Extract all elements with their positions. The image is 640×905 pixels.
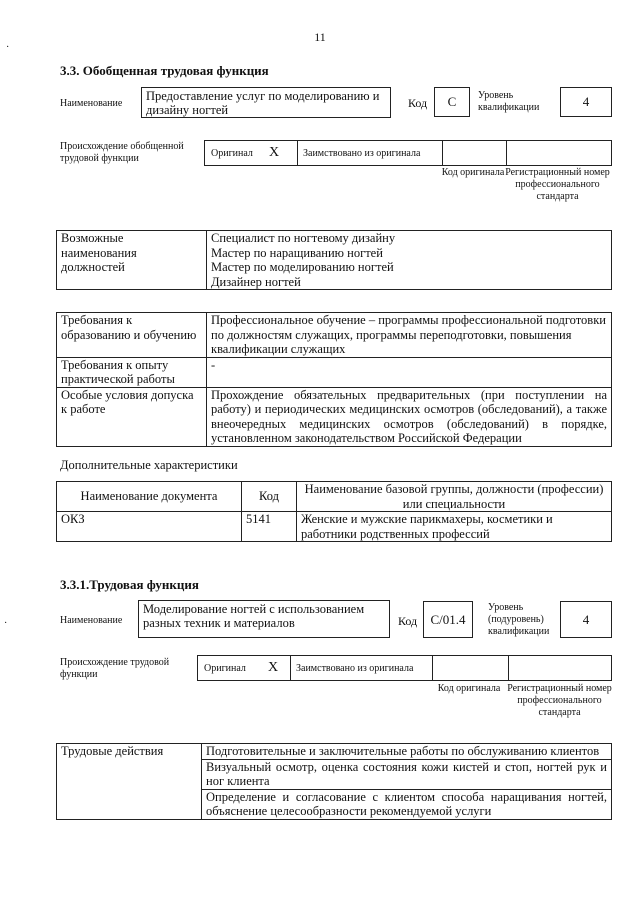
position-item: Специалист по ногтевому дизайну (211, 231, 396, 245)
level-label: Уровень квалификации (478, 90, 540, 113)
original-label: Оригинал (211, 148, 253, 159)
origin-label: Происхождение трудовой функции (60, 657, 170, 680)
requirement-label: Требования к образованию и обучению (57, 313, 207, 358)
level-value: 4 (582, 612, 590, 627)
section-heading-3-3-1: 3.3.1.Трудовая функция (60, 577, 199, 592)
reg-number-caption: Регистрационный номер профессионального стандарта (505, 167, 610, 202)
position-item: Дизайнер ногтей (211, 274, 301, 289)
table-row (57, 744, 612, 760)
reg-number-cell (506, 141, 611, 165)
reg-number-caption: Регистрационный номер профессионального стандарта (507, 683, 612, 718)
level-value: 4 (582, 94, 590, 109)
col-header-name: Наименование базовой группы, должности (профессии) или специальности (297, 482, 612, 512)
code-original-caption: Код оригинала (437, 683, 501, 694)
actions-label: Трудовые действия (57, 744, 202, 820)
code-original-caption: Код оригинала (441, 167, 505, 178)
original-label: Оригинал (204, 663, 246, 674)
reg-number-cell (508, 656, 611, 680)
positions-label: Возможные наименования должностей (57, 231, 207, 290)
table-row (57, 512, 612, 542)
cell-code: 5141 (242, 512, 297, 542)
positions-table (56, 230, 612, 290)
cell-document: ОКЗ (57, 512, 242, 542)
name-label: Наименование (60, 98, 123, 109)
action-item: Определение и согласование с клиентом способа наращивания ногтей, объяснение целесообразности рекомендуемой услуги (202, 789, 612, 819)
borrowed-cell (290, 656, 433, 680)
page-number: 11 (314, 30, 326, 44)
function-name-value: Предоставление услуг по моделированию и дизайну ногтей (146, 89, 380, 117)
table-row (57, 357, 612, 387)
code-original-cell (432, 656, 509, 680)
borrowed-label: Заимствовано из оригинала (296, 663, 414, 674)
col-header-document: Наименование документа (57, 482, 242, 512)
col-header-code: Код (242, 482, 297, 512)
action-item: Визуальный осмотр, оценка состояния кожи кистей и стоп, ногтей рук и ног клиента (202, 759, 612, 789)
original-mark: X (268, 660, 279, 675)
borrowed-label: Заимствовано из оригинала (303, 148, 421, 159)
requirement-value: Прохождение обязательных предварительных (при поступлении на работу) и периодических медицинских осмотров (обследований), а также внеочередных медицинских осмотров (обследований) в порядке, установленном законодательством Российской Федерации (207, 387, 612, 446)
level-label: Уровень (подуровень) квалификации (488, 602, 550, 637)
code-value-box (423, 601, 473, 638)
original-cell (198, 656, 291, 680)
function-name-value: Моделирование ногтей с использованием разных техник и материалов (143, 602, 365, 630)
requirement-label: Требования к опыту практической работы (57, 357, 207, 387)
code-value: C/01.4 (430, 612, 466, 627)
requirement-value: - (207, 357, 612, 387)
position-item: Мастер по моделированию ногтей (211, 260, 394, 274)
action-item: Подготовительные и заключительные работы по обслуживанию клиентов (202, 744, 612, 760)
code-original-cell (442, 141, 507, 165)
cell-name: Женские и мужские парикмахеры, косметики и работники родственных профессий (297, 512, 612, 542)
borrowed-cell (297, 141, 443, 165)
table-row (57, 313, 612, 358)
origin-label: Происхождение обобщенной трудовой функции (60, 141, 184, 164)
level-value-box (560, 87, 612, 117)
requirements-table (56, 312, 612, 447)
scan-mark: · (4, 618, 8, 629)
code-label: Код (408, 96, 428, 110)
name-label: Наименование (60, 615, 123, 626)
extra-heading: Дополнительные характеристики (60, 458, 238, 472)
scan-mark: · (6, 42, 10, 53)
code-label: Код (398, 614, 418, 628)
position-item: Мастер по наращиванию ногтей (211, 245, 383, 260)
table-row (57, 387, 612, 446)
code-value-box (434, 87, 470, 117)
extra-table (56, 481, 612, 542)
origin-row (204, 140, 612, 166)
original-mark: X (269, 145, 280, 160)
positions-list (207, 231, 612, 290)
function-name-box (141, 87, 391, 118)
origin-row (197, 655, 612, 681)
level-value-box (560, 601, 612, 638)
actions-table (56, 743, 612, 820)
function-name-box (138, 600, 390, 638)
requirement-label: Особые условия допуска к работе (57, 387, 207, 446)
section-heading-3-3: 3.3. Обобщенная трудовая функция (60, 63, 269, 78)
original-cell (205, 141, 298, 165)
table-row (57, 482, 612, 512)
requirement-value: Профессиональное обучение – программы профессиональной подготовки по должностям служащих, программы переподготовки, повышения квалификации служащих (207, 313, 612, 358)
code-value: C (447, 94, 457, 109)
